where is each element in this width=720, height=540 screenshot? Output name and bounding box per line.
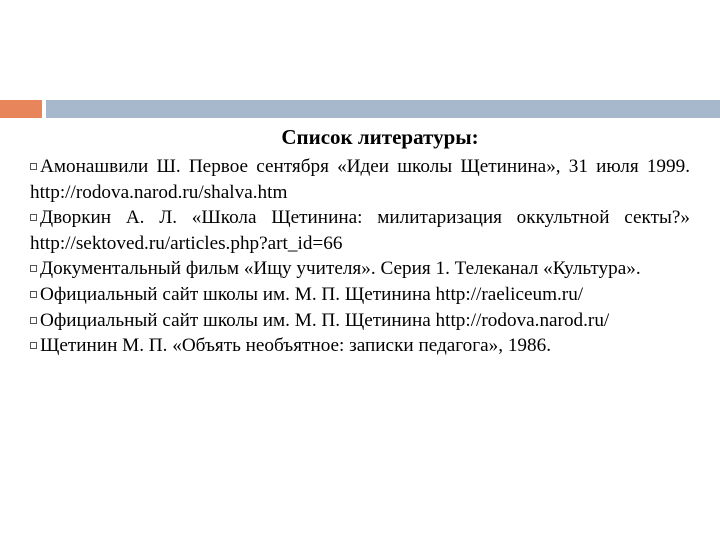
list-item <box>30 282 690 308</box>
reference-text: Официальный сайт школы им. М. П. Щетинина http://rodova.narod.ru/ <box>40 309 610 331</box>
square-bullet-icon <box>30 265 37 272</box>
square-bullet-icon <box>30 317 37 324</box>
accent-bar-orange <box>0 100 42 118</box>
list-item <box>30 256 690 282</box>
accent-bar-blue <box>46 100 720 118</box>
square-bullet-icon <box>30 214 37 221</box>
reference-text: Документальный фильм «Ищу учителя». Серия 1. Телеканал «Культура». <box>40 258 641 280</box>
page-title: Список литературы: <box>281 125 479 149</box>
reference-text: Амонашвили Ш. Первое сентября «Идеи школы Щетинина», 31 июля 1999. http://rodova.narod.ru/shalva.htm <box>30 156 690 203</box>
list-item <box>30 333 690 359</box>
reference-text: Дворкин А. Л. «Школа Щетинина: милитаризация оккультной секты?» http://sektoved.ru/articles.php?art_id=66 <box>30 207 690 254</box>
square-bullet-icon <box>30 291 37 298</box>
square-bullet-icon <box>30 163 37 170</box>
list-item <box>30 154 690 205</box>
reference-text: Официальный сайт школы им. М. П. Щетинина http://raeliceum.ru/ <box>40 283 584 305</box>
list-item <box>30 205 690 256</box>
reference-list <box>30 154 690 359</box>
square-bullet-icon <box>30 342 37 349</box>
list-item <box>30 308 690 334</box>
reference-text: Щетинин М. П. «Объять необъятное: записки педагога», 1986. <box>40 335 552 357</box>
